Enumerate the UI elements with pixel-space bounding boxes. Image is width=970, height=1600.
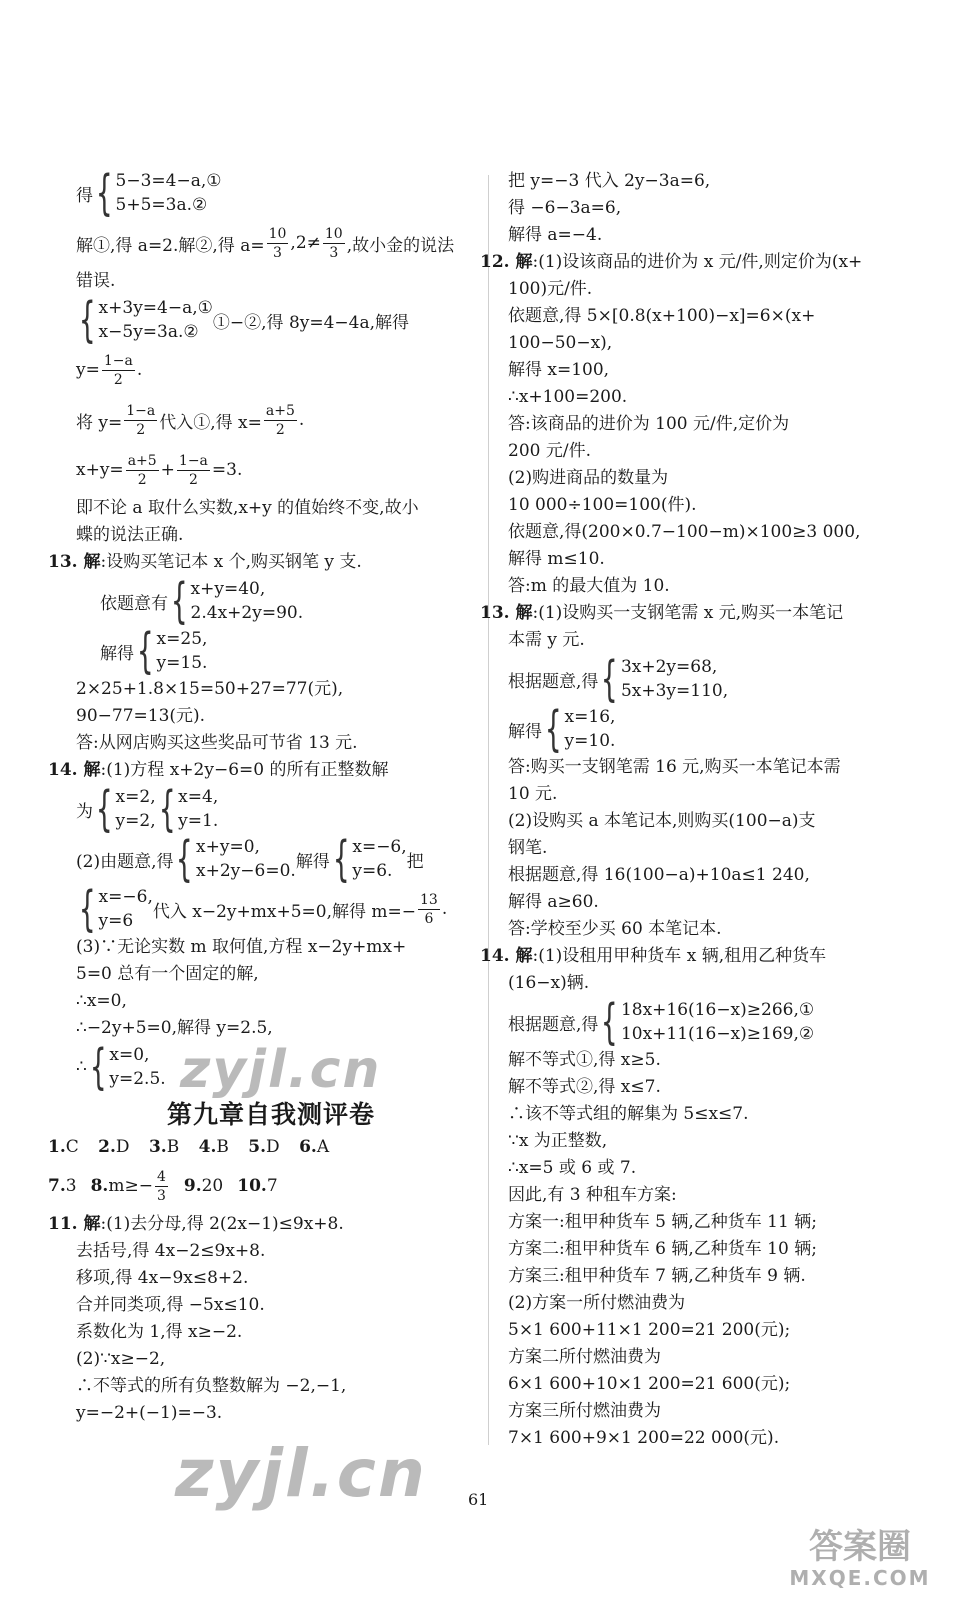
line: 根据题意,得 { 18x+16(16−x)≥266,① 10x+11(16−x)≥169,② [508, 994, 815, 1050]
answers-row: 7. 3 8. m≥− $\frac{4}{3}$ 9. 20 10. 7 [48, 1168, 278, 1204]
line: 解得 a≥60. [508, 892, 599, 912]
line: 为 { x=2, y=2, { x=4, y=1. [76, 781, 219, 837]
line: y= $\frac{1-a}{2}$ . [76, 352, 143, 388]
inequality-system: { 18x+16(16−x)≥266,① 10x+11(16−x)≥169,② [601, 994, 815, 1050]
line: 90−77=13(元). [76, 706, 206, 726]
equation-system: { x+y=40, 2.4x+2y=90. [170, 573, 304, 629]
fraction: $\frac{1-a}{2}$ [103, 352, 133, 388]
line: 解得 { x=16, y=10. [508, 701, 616, 757]
question-14: 14. 解:(1)方程 x+2y−6=0 的所有正整数解 [48, 760, 389, 780]
line [76, 218, 466, 268]
line: 答:m 的最大值为 10. [508, 576, 670, 596]
column-divider [488, 175, 489, 1445]
line: 移项,得 4x−9x≤8+2. [76, 1268, 249, 1288]
line: 合并同类项,得 −5x≤10. [76, 1295, 265, 1315]
line: 10 元. [508, 784, 558, 804]
line: 答:学校至少买 60 本笔记本. [508, 919, 722, 939]
question-14: 14. 解:(1)设租用甲种货车 x 辆,租用乙种货车 [480, 946, 827, 966]
equation-system: { x=−6, y=6. [332, 831, 407, 887]
line: 答:该商品的进价为 100 元/件,定价为 [508, 414, 790, 434]
line: 因此,有 3 种租车方案: [508, 1185, 677, 1205]
line: 得 −6−3a=6, [508, 198, 622, 218]
line: ∴ { x=0, y=2.5. [76, 1039, 166, 1095]
line [76, 292, 466, 348]
line: 6×1 600+10×1 200=21 600(元); [508, 1374, 791, 1394]
text: 得 [76, 185, 93, 206]
fraction: $\frac{a+5}{2}$ [127, 452, 157, 488]
equation-system: { x=0, y=2.5. [89, 1039, 166, 1095]
question-13: 13. 解:(1)设购买一支钢笔需 x 元,购买一本笔记 [480, 603, 844, 623]
line: 100−50−x), [508, 333, 613, 353]
line: 解得 x=100, [508, 360, 610, 380]
text: 解①,得 a=2.解②,得 a= [76, 235, 265, 256]
line: 答:购买一支钢笔需 16 元,购买一本笔记本需 [508, 757, 841, 777]
watermark-domain: MXQE.COM [789, 1566, 931, 1590]
equation-system: { 3x+2y=68, 5x+3y=110, [601, 651, 729, 707]
fraction: $\frac{1-a}{2}$ [126, 402, 156, 438]
line: 依题意,得(200×0.7−100−m)×100≥3 000, [508, 522, 861, 542]
line: 钢笔. [508, 838, 548, 858]
line: ∴该不等式组的解集为 5≤x≤7. [508, 1104, 749, 1124]
right-column [480, 168, 908, 1452]
line: (2)购进商品的数量为 [508, 468, 669, 488]
line: 方案一:租甲种货车 5 辆,乙种货车 11 辆; [508, 1212, 817, 1232]
text: ,2≠ [290, 233, 321, 253]
line: 根据题意,得 { 3x+2y=68, 5x+3y=110, [508, 651, 729, 707]
line: 依题意有 { x+y=40, 2.4x+2y=90. [100, 573, 304, 629]
line: 解得 a=−4. [508, 225, 603, 245]
line: ∴x=5 或 6 或 7. [508, 1158, 637, 1178]
equation-system: { x=−6, y=6 [78, 881, 153, 937]
watermark-logo-text: 答案圈 [809, 1527, 911, 1567]
line: 答:从网店购买这些奖品可节省 13 元. [76, 733, 358, 753]
equation-system: { 5−3=4−a,① 5+5=3a.② [95, 165, 222, 221]
line: 解不等式②,得 x≤7. [508, 1077, 661, 1097]
line: ∴不等式的所有负整数解为 −2,−1, [76, 1376, 347, 1396]
line: { x=−6, y=6 代入 x−2y+mx+5=0,解得 m=− $\frac{13}{6}$ . [76, 884, 466, 934]
fraction: $\frac{13}{6}$ [420, 891, 438, 927]
line: 方案三:租甲种货车 7 辆,乙种货车 9 辆. [508, 1266, 806, 1286]
page-number: 61 [468, 1490, 489, 1509]
line: 蝶的说法正确. [76, 525, 184, 545]
line: ∴x+100=200. [508, 387, 628, 407]
line: 错误. [76, 271, 116, 291]
line: 依题意,得 5×[0.8(x+100)−x]=6×(x+ [508, 306, 816, 326]
line: ∵x 为正整数, [508, 1131, 608, 1151]
line: (3)∵无论实数 m 取何值,方程 x−2y+mx+ [76, 937, 407, 957]
answers-row: 1.C 2.D 3.B 4.B 5.D 6.A [48, 1137, 330, 1157]
line [76, 165, 466, 221]
line: ∴−2y+5=0,解得 y=2.5, [76, 1018, 273, 1038]
line: (2)由题意,得 { x+y=0, x+2y−6=0. 解得 { x=−6, y=6. 把 [76, 831, 424, 887]
equation-system: { x=2, y=2, [95, 781, 156, 837]
line: y=−2+(−1)=−3. [76, 1403, 223, 1423]
line: 7×1 600+9×1 200=22 000(元). [508, 1428, 780, 1448]
question-11: 11. 解:(1)去分母,得 2(2x−1)≤9x+8. [48, 1214, 344, 1234]
text: ,故小金的说法 [346, 235, 455, 256]
line: 方案二所付燃油费为 [508, 1347, 661, 1367]
line: 系数化为 1,得 x≥−2. [76, 1322, 243, 1342]
line: ∴x=0, [76, 991, 127, 1011]
fraction: $\frac{4}{3}$ [156, 1168, 166, 1204]
line: 本需 y 元. [508, 630, 585, 650]
line: 100)元/件. [508, 279, 593, 299]
line: 5=0 总有一个固定的解, [76, 964, 259, 984]
line: 解不等式①,得 x≥5. [508, 1050, 661, 1070]
line: 方案二:租甲种货车 6 辆,乙种货车 10 辆; [508, 1239, 817, 1259]
fraction: $\frac{1-a}{2}$ [178, 452, 208, 488]
fraction: $\frac{10}{3}$ [268, 225, 287, 261]
text: ①−②,得 8y=4−4a,解得 [212, 312, 410, 333]
chapter-title: 第九章自我测评卷 [166, 1100, 375, 1129]
line: 把 y=−3 代入 2y−3a=6, [508, 171, 711, 191]
line: 5×1 600+11×1 200=21 200(元); [508, 1320, 791, 1340]
equation-system: { x+y=0, x+2y−6=0. [176, 831, 296, 887]
fraction: 10 3 [324, 225, 343, 261]
line: (2)方案一所付燃油费为 [508, 1293, 686, 1313]
line: 即不论 a 取什么实数,x+y 的值始终不变,故小 [76, 498, 419, 518]
line: x+y= $\frac{a+5}{2}$ + $\frac{1-a}{2}$ =3. [76, 452, 243, 488]
line: 去括号,得 4x−2≤9x+8. [76, 1241, 266, 1261]
fraction: $\frac{a+5}{2}$ [265, 402, 295, 438]
corner-watermark [760, 1528, 960, 1592]
line: (16−x)辆. [508, 973, 590, 993]
line: 解得 m≤10. [508, 549, 605, 569]
line: 根据题意,得 16(100−a)+10a≤1 240, [508, 865, 810, 885]
question-12: 12. 解:(1)设该商品的进价为 x 元/件,则定价为(x+ [480, 252, 863, 272]
line: 将 y= $\frac{1-a}{2}$ 代入①,得 x= $\frac{a+5}{2}$ . [76, 402, 305, 438]
equation-system: { x=25, y=15. [136, 623, 208, 679]
equation: 5+5=3a.② [115, 195, 208, 215]
question-13: 13. 解:设购买笔记本 x 个,购买钢笔 y 支. [48, 552, 362, 572]
watermark: zyjl.cn [175, 1435, 427, 1512]
line: 2×25+1.8×15=50+27=77(元), [76, 679, 344, 699]
watermark: zyjl.cn [180, 1040, 382, 1100]
left-column [48, 165, 466, 1427]
line: (2)∵x≥−2, [76, 1349, 166, 1369]
line: (2)设购买 a 本笔记本,则购买(100−a)支 [508, 811, 816, 831]
line: 解得 { x=25, y=15. [100, 623, 208, 679]
equation-system: { x=16, y=10. [544, 701, 616, 757]
line: 方案三所付燃油费为 [508, 1401, 661, 1421]
equation-system: { x+3y=4−a,① x−5y=3a.② [78, 292, 213, 348]
line: 200 元/件. [508, 441, 591, 461]
line: 10 000÷100=100(件). [508, 495, 697, 515]
equation-system: { x=4, y=1. [158, 781, 219, 837]
equation: 5−3=4−a,① [115, 171, 222, 191]
